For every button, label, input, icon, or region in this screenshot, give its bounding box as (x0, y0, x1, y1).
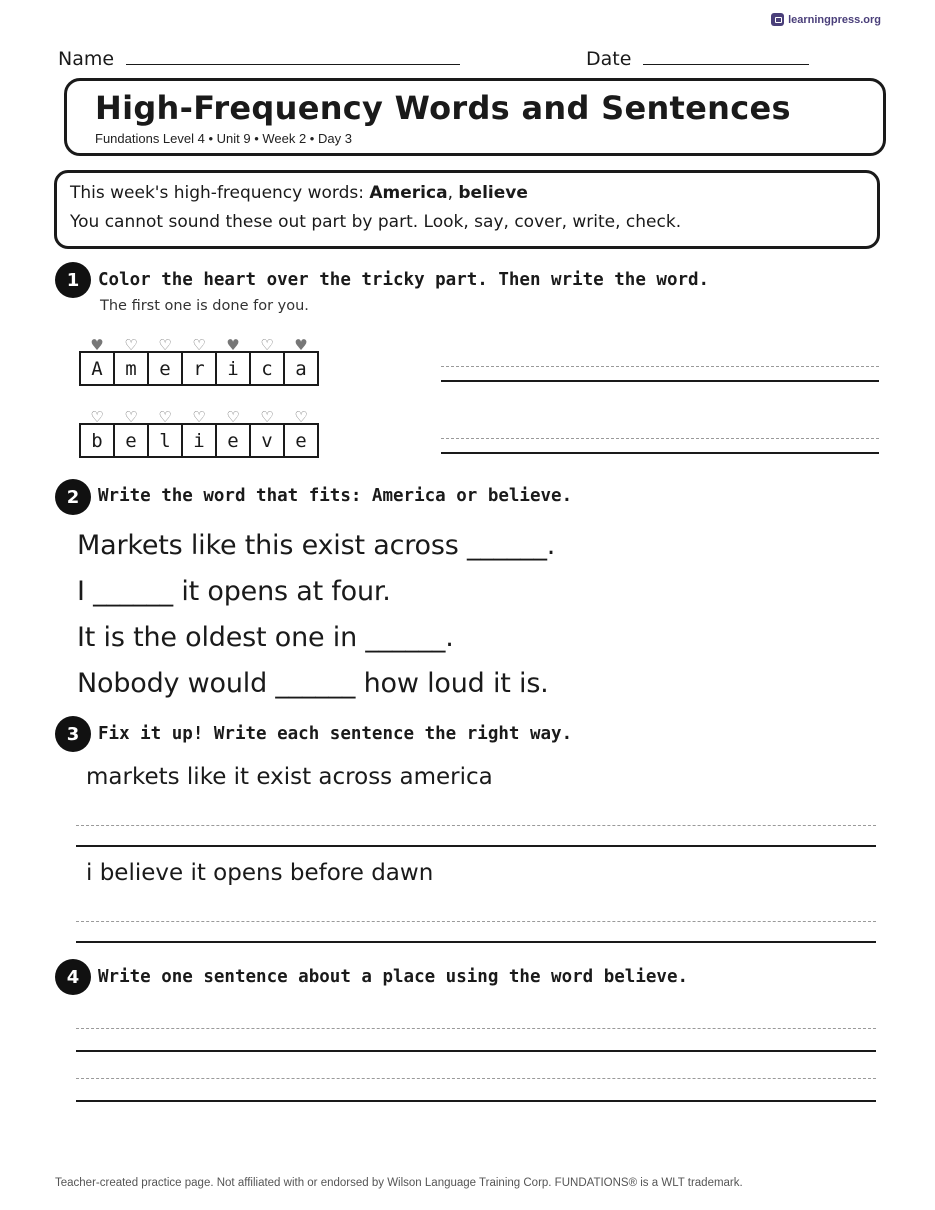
info-line-1 (70, 183, 528, 203)
letter-box: i (183, 425, 217, 456)
fix-line-dashed-2 (76, 921, 876, 922)
hf-word-1: America (369, 183, 448, 203)
heart-outline-icon[interactable]: ♡ (124, 336, 138, 354)
fix-sentence-1: markets like it exist across america (86, 764, 493, 790)
cloze-sentence-1: Markets like this exist across ______. (77, 530, 556, 561)
site-logo-text: learningpress.org (788, 13, 881, 26)
heart-filled-icon[interactable]: ♥ (294, 336, 308, 354)
page-subtitle: Fundations Level 4 • Unit 9 • Week 2 • Day 3 (95, 131, 352, 146)
letter-box: m (115, 353, 149, 384)
write-line-2[interactable] (441, 452, 879, 454)
date-blank[interactable] (643, 46, 809, 65)
write-line-dashed-2 (441, 438, 879, 439)
page-title: High-Frequency Words and Sentences (95, 89, 791, 127)
heart-outline-icon[interactable]: ♡ (260, 336, 274, 354)
name-label: Name (58, 48, 115, 70)
letter-boxes-1 (79, 351, 319, 386)
write-line-1[interactable] (441, 380, 879, 382)
letter-box: e (217, 425, 251, 456)
heart-outline-icon[interactable]: ♡ (90, 408, 104, 426)
section-3-instruction: Fix it up! Write each sentence the right way. (98, 724, 573, 744)
info-sep: , (447, 183, 459, 203)
heart-outline-icon[interactable]: ♡ (192, 336, 206, 354)
name-field[interactable] (58, 46, 460, 70)
write-line-dashed-1 (441, 366, 879, 367)
book-icon (771, 13, 784, 26)
section-2-number: 2 (55, 479, 91, 515)
hf-word-2: believe (458, 183, 528, 203)
footer-disclaimer: Teacher-created practice page. Not affiliated with or endorsed by Wilson Language Training Corp. FUNDATIONS® is a WLT trademark. (55, 1177, 743, 1189)
date-field[interactable] (586, 46, 809, 70)
section-4-instruction: Write one sentence about a place using the word believe. (98, 967, 689, 987)
letter-box: a (295, 357, 307, 380)
letter-box: c (251, 353, 285, 384)
letter-box: v (251, 425, 285, 456)
site-logo (771, 13, 881, 26)
fix-line-2[interactable] (76, 941, 876, 943)
heart-outline-icon[interactable]: ♡ (158, 336, 172, 354)
letter-box: e (149, 353, 183, 384)
info-box (54, 170, 880, 249)
section-3-number: 3 (55, 716, 91, 752)
letter-box: e (295, 429, 307, 452)
heart-outline-icon[interactable]: ♡ (260, 408, 274, 426)
letter-box: r (183, 353, 217, 384)
info-line-2: You cannot sound these out part by part. Look, say, cover, write, check. (70, 212, 682, 232)
write-line-dashed-3 (76, 1028, 876, 1029)
section-1-number: 1 (55, 262, 91, 298)
cloze-sentence-3: It is the oldest one in ______. (77, 622, 454, 653)
letter-box: e (115, 425, 149, 456)
write-line-4[interactable] (76, 1100, 876, 1102)
letter-box: l (149, 425, 183, 456)
letter-boxes-2 (79, 423, 319, 458)
section-1-note: The first one is done for you. (100, 298, 309, 314)
letter-box: A (81, 353, 115, 384)
heart-filled-icon[interactable]: ♥ (90, 336, 104, 354)
section-2-instruction: Write the word that fits: America or believe. (98, 486, 573, 506)
heart-outline-icon[interactable]: ♡ (192, 408, 206, 426)
fix-line-1[interactable] (76, 845, 876, 847)
fix-sentence-2: i believe it opens before dawn (86, 860, 434, 886)
name-blank[interactable] (126, 46, 460, 65)
section-1-instruction: Color the heart over the tricky part. Then write the word. (98, 270, 710, 290)
fix-line-dashed-1 (76, 825, 876, 826)
heart-outline-icon[interactable]: ♡ (158, 408, 172, 426)
date-label: Date (586, 48, 632, 70)
section-4-number: 4 (55, 959, 91, 995)
heart-outline-icon[interactable]: ♡ (294, 408, 308, 426)
heart-outline-icon[interactable]: ♡ (226, 408, 240, 426)
title-box (64, 78, 886, 156)
info-prefix: This week's high-frequency words: (70, 183, 370, 203)
write-line-dashed-4 (76, 1078, 876, 1079)
heart-outline-icon[interactable]: ♡ (124, 408, 138, 426)
heart-filled-icon[interactable]: ♥ (226, 336, 240, 354)
letter-box: i (217, 353, 251, 384)
cloze-sentence-2: I ______ it opens at four. (77, 576, 391, 607)
letter-box: b (81, 425, 115, 456)
write-line-3[interactable] (76, 1050, 876, 1052)
cloze-sentence-4: Nobody would ______ how loud it is. (77, 668, 549, 699)
